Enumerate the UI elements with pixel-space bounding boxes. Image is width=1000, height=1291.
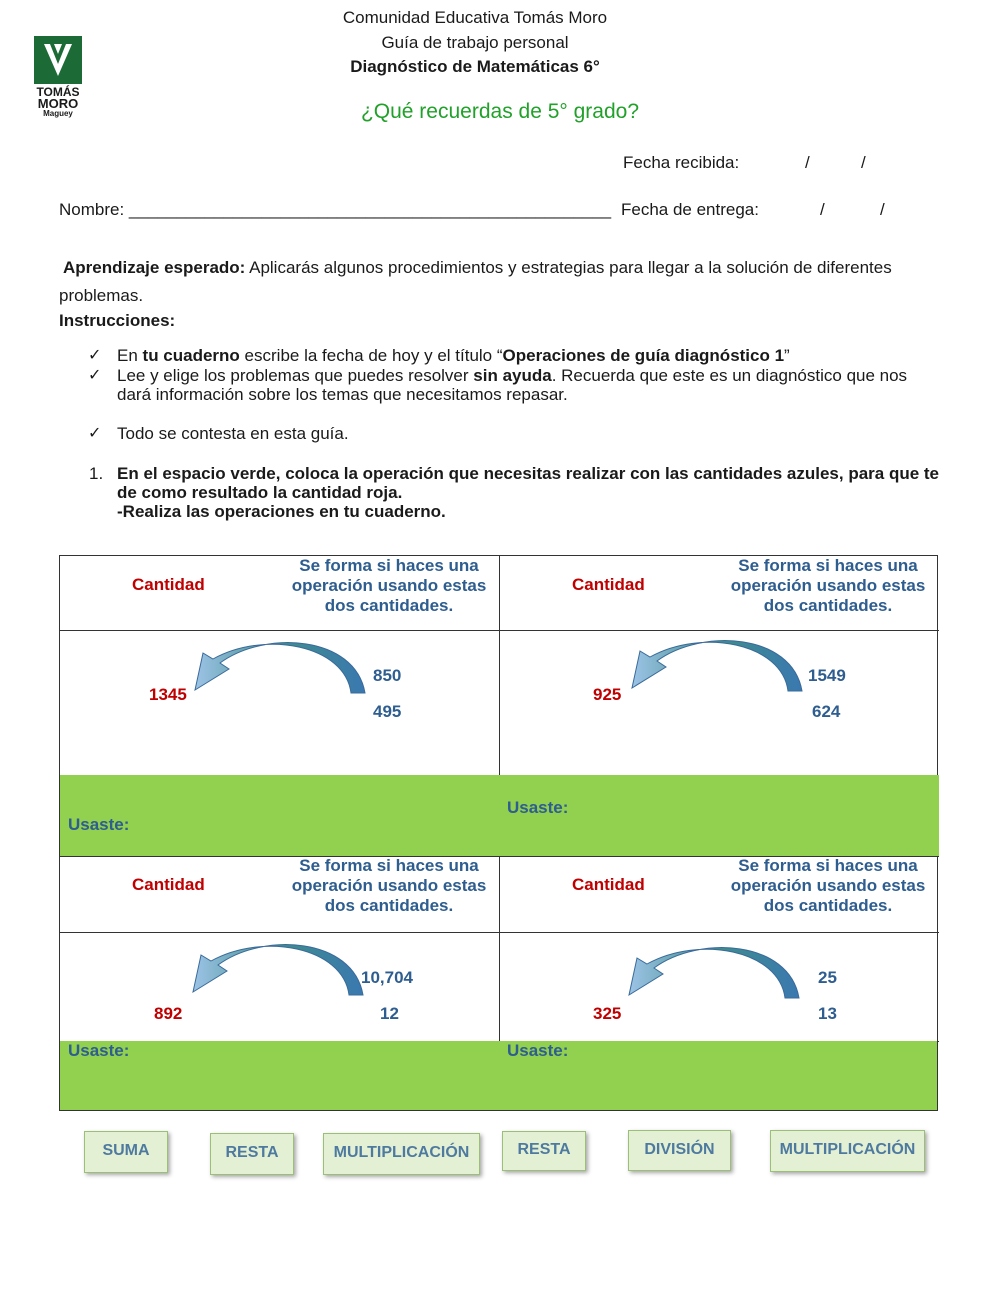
desc-line: Se forma si haces una bbox=[299, 556, 479, 575]
operand-a: 850 bbox=[373, 666, 402, 685]
problem-cell bbox=[499, 932, 939, 1042]
table-header-cell bbox=[60, 856, 500, 933]
date-slash: / bbox=[861, 153, 866, 172]
table-header-cell bbox=[499, 556, 939, 631]
nombre-field[interactable]: Nombre: ___________________________________________________ bbox=[59, 200, 612, 219]
answer-option-suma[interactable]: SUMA bbox=[84, 1131, 168, 1173]
date-slash: / bbox=[820, 200, 825, 219]
cantidad-label: Cantidad bbox=[572, 875, 645, 894]
check-icon: ✓ bbox=[88, 367, 102, 384]
table-header-cell bbox=[60, 556, 500, 631]
usaste-label: Usaste: bbox=[68, 815, 130, 834]
desc-line: operación usando estas bbox=[730, 576, 926, 595]
curved-arrow-icon bbox=[185, 635, 375, 705]
answer-option-resta[interactable]: RESTA bbox=[210, 1133, 294, 1175]
question-text: -Realiza las operaciones en tu cuaderno. bbox=[117, 502, 446, 521]
answer-option-multiplicacion[interactable]: MULTIPLICACIÓN bbox=[770, 1130, 925, 1172]
desc-line: dos cantidades. bbox=[324, 896, 454, 915]
guide-type: Guía de trabajo personal bbox=[381, 33, 569, 52]
logo-v-icon bbox=[34, 36, 82, 84]
result-quantity: 925 bbox=[593, 685, 622, 704]
operand-a: 10,704 bbox=[361, 968, 413, 987]
cantidad-label: Cantidad bbox=[132, 575, 205, 594]
answer-box[interactable] bbox=[60, 1041, 500, 1110]
desc-label bbox=[728, 556, 928, 616]
problem-cell bbox=[499, 630, 939, 776]
answer-box[interactable] bbox=[499, 775, 939, 857]
curved-arrow-icon bbox=[622, 633, 812, 703]
operand-b: 624 bbox=[812, 702, 841, 721]
cantidad-label: Cantidad bbox=[572, 575, 645, 594]
check-icon: ✓ bbox=[88, 425, 102, 442]
desc-label bbox=[289, 556, 489, 616]
logo-text-line1: TOMÁS bbox=[36, 85, 80, 99]
aprendizaje-text: Aplicarás algunos procedimientos y estrategias para llegar a la solución de diferentes bbox=[245, 258, 892, 277]
instruction-text: Lee y elige los problemas que puedes resolver bbox=[117, 366, 474, 385]
operand-b: 12 bbox=[380, 1004, 399, 1023]
instruction-item bbox=[117, 346, 790, 366]
question-text: de como resultado la cantidad roja. bbox=[117, 483, 403, 502]
desc-line: Se forma si haces una bbox=[738, 856, 918, 875]
logo-text-line2: MORO bbox=[37, 96, 79, 111]
answer-box[interactable] bbox=[499, 1041, 937, 1110]
answer-option-resta[interactable]: RESTA bbox=[502, 1131, 586, 1171]
date-slash: / bbox=[880, 200, 885, 219]
instruction-text: dará información sobre los temas que necesitamos repasar. bbox=[117, 385, 568, 404]
instruction-text: ” bbox=[784, 346, 790, 365]
aprendizaje-label: Aprendizaje esperado: bbox=[63, 258, 246, 277]
operand-a: 1549 bbox=[808, 666, 846, 685]
operand-a: 25 bbox=[818, 968, 837, 987]
desc-line: dos cantidades. bbox=[763, 596, 893, 615]
table-header-cell bbox=[499, 856, 939, 933]
instruction-text: escribe la fecha de hoy y el título “ bbox=[239, 346, 503, 365]
school-name: Comunidad Educativa Tomás Moro bbox=[342, 8, 608, 27]
desc-label bbox=[289, 856, 489, 916]
instruction-item bbox=[117, 366, 907, 386]
curved-arrow-icon bbox=[619, 940, 809, 1010]
instruction-text: sin ayuda bbox=[473, 366, 552, 385]
result-quantity: 892 bbox=[154, 1004, 183, 1023]
desc-line: operación usando estas bbox=[730, 876, 926, 895]
usaste-label: Usaste: bbox=[507, 1041, 569, 1060]
cantidad-label: Cantidad bbox=[132, 875, 205, 894]
instruction-text: Operaciones de guía diagnóstico 1 bbox=[502, 346, 785, 365]
usaste-label: Usaste: bbox=[507, 798, 569, 817]
aprendizaje-esperado bbox=[63, 258, 892, 278]
desc-line: Se forma si haces una bbox=[299, 856, 479, 875]
instruction-text: . Recuerda que este es un diagnóstico que nos bbox=[551, 366, 908, 385]
page-title: Diagnóstico de Matemáticas 6° bbox=[350, 57, 600, 76]
question-text: En el espacio verde, coloca la operación que necesitas realizar con las cantidades azules, para que te bbox=[117, 464, 940, 483]
instruction-text: tu cuaderno bbox=[142, 346, 240, 365]
usaste-label: Usaste: bbox=[68, 1041, 130, 1060]
result-quantity: 1345 bbox=[149, 685, 187, 704]
desc-line: Se forma si haces una bbox=[738, 556, 918, 575]
result-quantity: 325 bbox=[593, 1004, 622, 1023]
desc-line: operación usando estas bbox=[291, 576, 487, 595]
desc-label bbox=[728, 856, 928, 916]
problem-cell bbox=[60, 630, 500, 776]
worksheet-table bbox=[59, 555, 938, 1111]
operand-b: 495 bbox=[373, 702, 402, 721]
problem-cell bbox=[60, 932, 500, 1042]
fecha-recibida-label: Fecha recibida: bbox=[623, 153, 740, 172]
desc-line: dos cantidades. bbox=[324, 596, 454, 615]
aprendizaje-text-cont: problemas. bbox=[59, 286, 144, 305]
desc-line: dos cantidades. bbox=[763, 896, 893, 915]
curved-arrow-icon bbox=[183, 937, 373, 1007]
logo-text-line3: Maguey bbox=[43, 109, 73, 118]
answer-option-division[interactable]: DIVISIÓN bbox=[628, 1130, 731, 1171]
check-icon: ✓ bbox=[88, 347, 102, 364]
fecha-entrega-label: Fecha de entrega: bbox=[621, 200, 759, 219]
subtitle: ¿Qué recuerdas de 5° grado? bbox=[360, 100, 640, 123]
instruction-item: Todo se contesta en esta guía. bbox=[117, 424, 349, 443]
date-slash: / bbox=[805, 153, 810, 172]
instrucciones-label: Instrucciones: bbox=[59, 311, 176, 330]
desc-line: operación usando estas bbox=[291, 876, 487, 895]
school-logo bbox=[34, 36, 82, 84]
operand-b: 13 bbox=[818, 1004, 837, 1023]
instruction-text: En bbox=[117, 346, 143, 365]
answer-option-multiplicacion[interactable]: MULTIPLICACIÓN bbox=[323, 1133, 480, 1175]
question-number: 1. bbox=[89, 464, 104, 483]
answer-box[interactable] bbox=[60, 775, 500, 857]
